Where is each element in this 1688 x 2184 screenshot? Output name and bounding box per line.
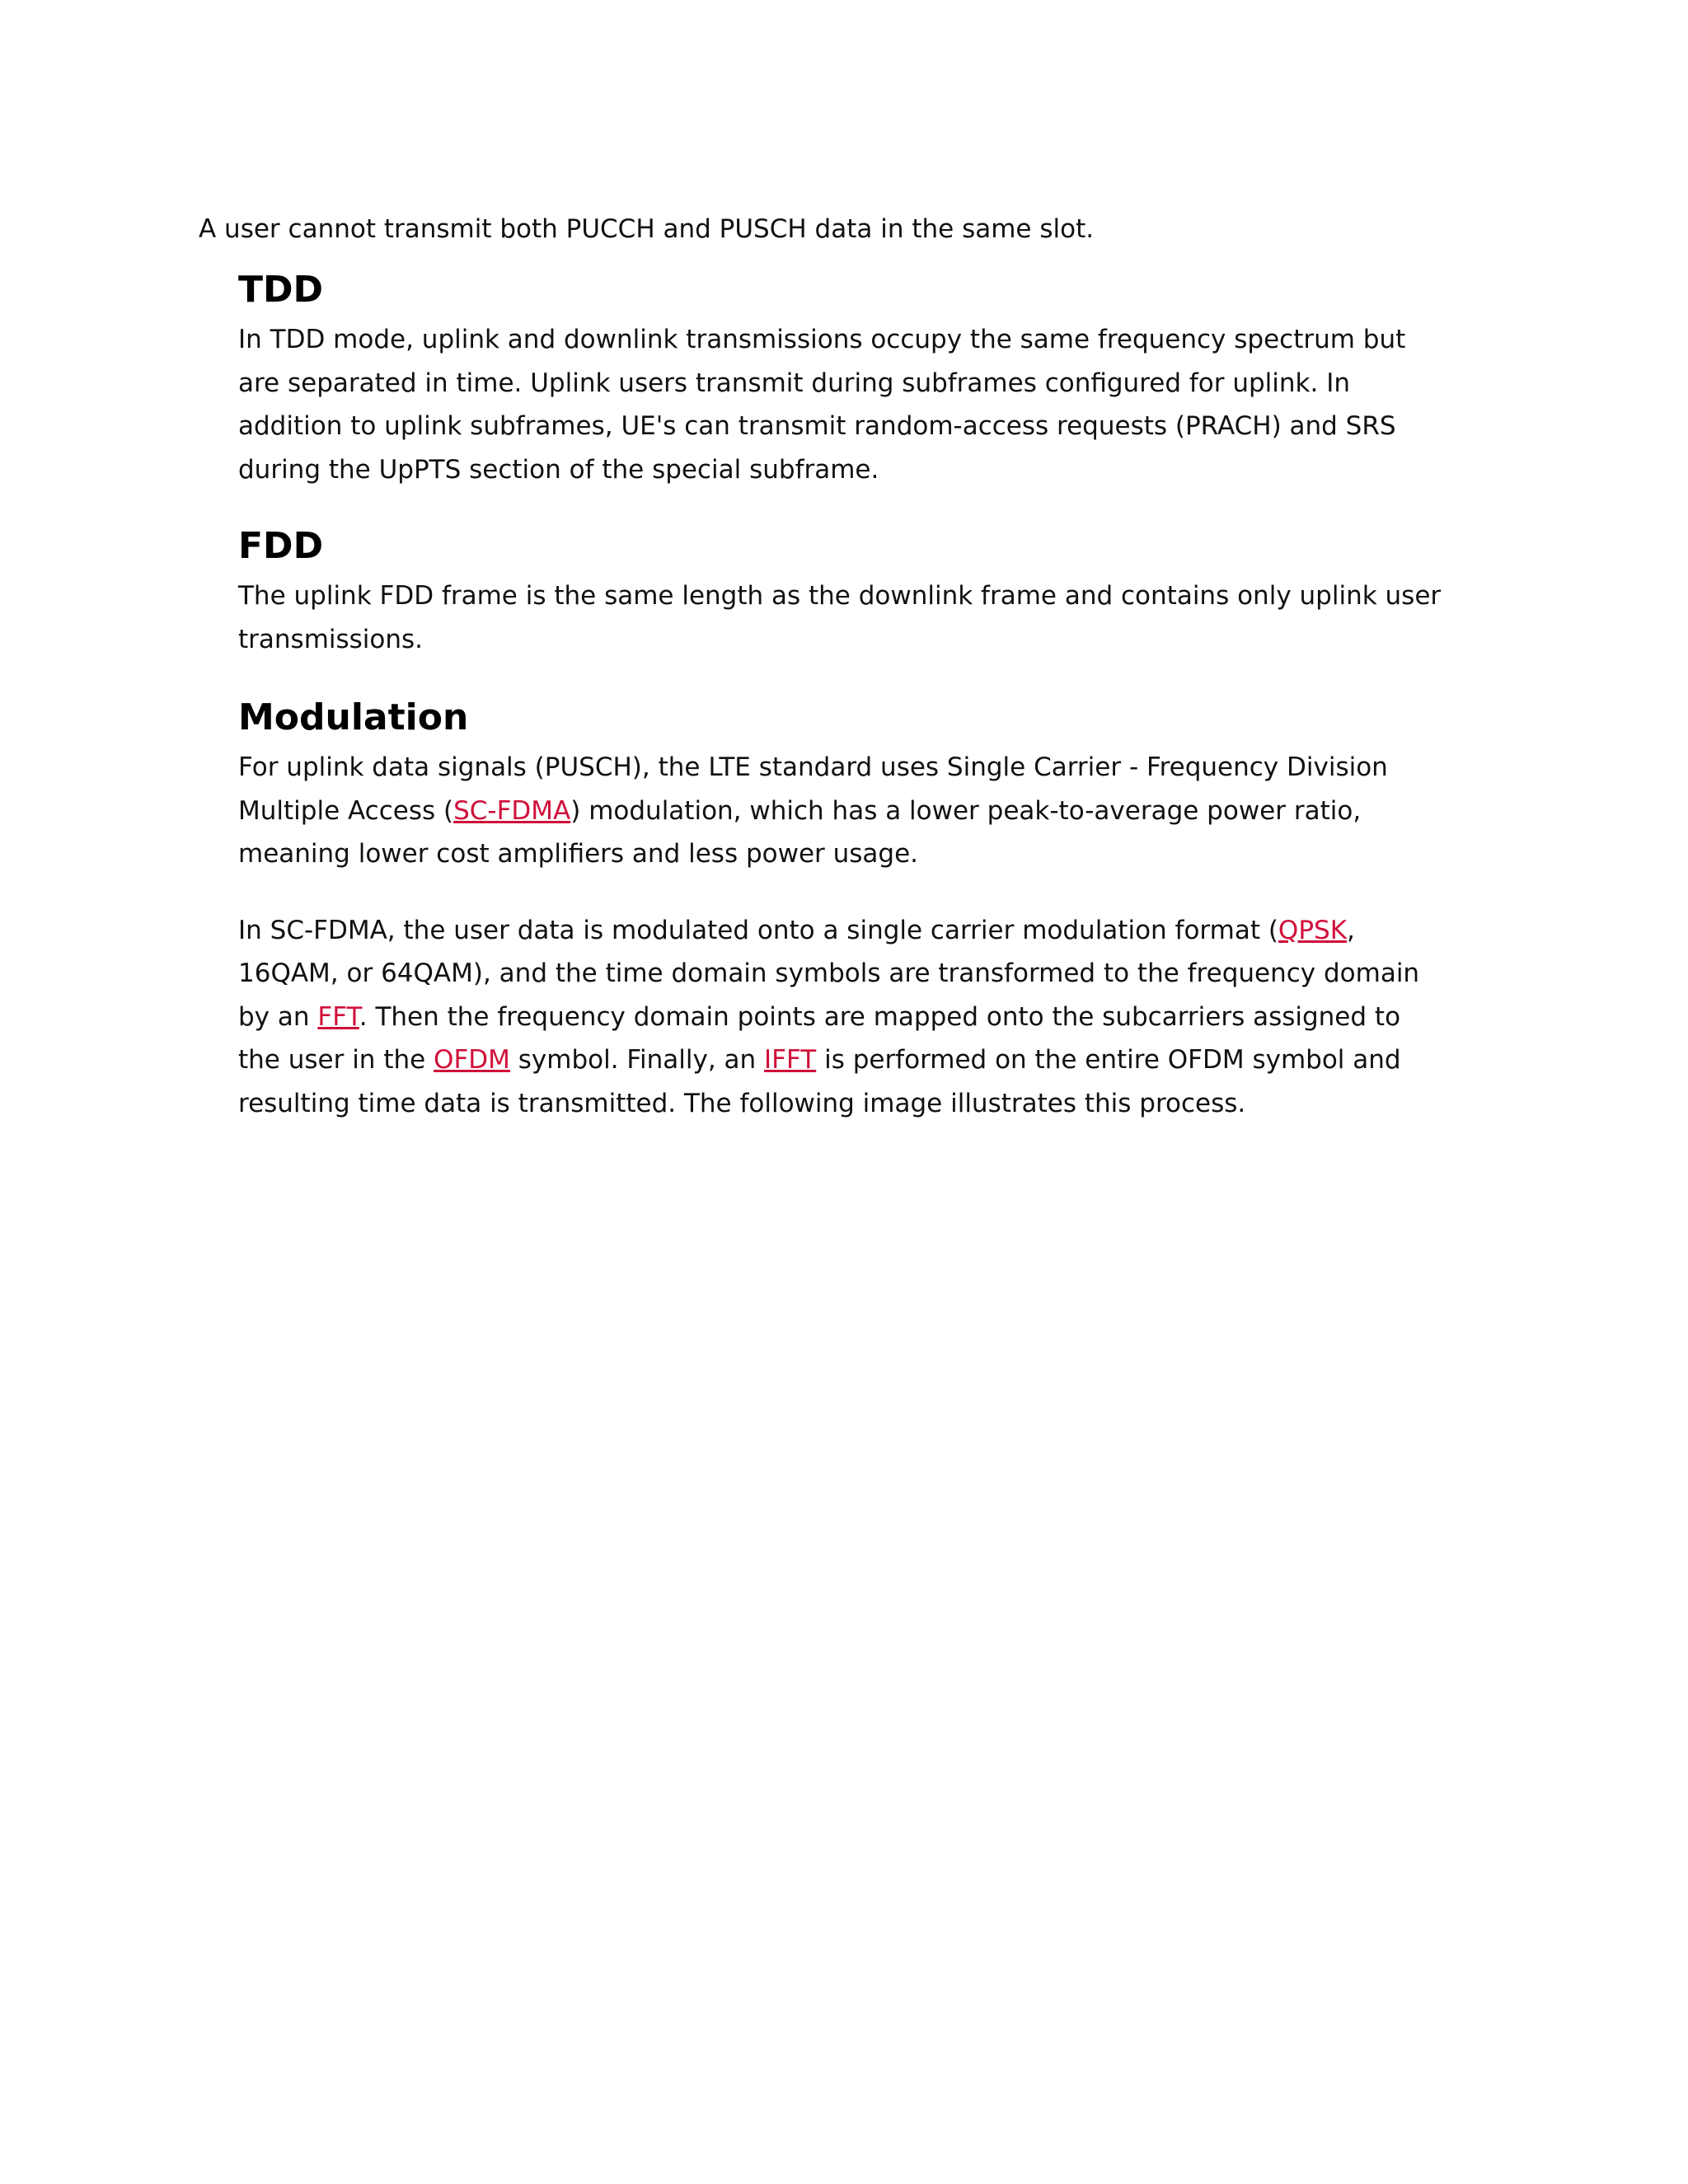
- mod-p1-line-2-text-b: ) modulation, which has a lower peak-to-average power ratio,: [570, 795, 1362, 826]
- tdd-line-3: addition to uplink subframes, UE's can transmit random-access requests (PRACH) and SRS: [238, 411, 1396, 441]
- mod-p1-line-3: meaning lower cost amplifiers and less power usage.: [238, 839, 919, 869]
- fdd-line-2: transmissions.: [238, 624, 424, 654]
- sc-fdma-link[interactable]: SC-FDMA: [453, 795, 571, 826]
- mod-p2-line-1-text-a: In SC-FDMA, the user data is modulated onto a single carrier modulation format (: [238, 915, 1278, 945]
- mod-p2-line-4-text-b: symbol. Finally, an: [509, 1045, 765, 1075]
- modulation-paragraph-1: [238, 746, 1442, 876]
- tdd-line-4: during the UpPTS section of the special subframe.: [238, 454, 879, 485]
- mod-p1-line-2: [238, 790, 1442, 833]
- fdd-line-1: The uplink FDD frame is the same length as the downlink frame and contains only uplink user: [238, 581, 1442, 611]
- modulation-section: [238, 693, 1442, 1125]
- ifft-link[interactable]: IFFT: [764, 1045, 817, 1075]
- qpsk-link[interactable]: QPSK: [1278, 915, 1348, 945]
- tdd-heading: TDD: [238, 269, 324, 311]
- mod-p2-line-3-text-b: . Then the frequency domain points are mapped onto the subcarriers assigned to: [359, 1001, 1401, 1032]
- mod-p1-line-2-text-a: Multiple Access (: [238, 795, 454, 826]
- mod-p2-line-1: [238, 909, 1442, 953]
- tdd-paragraph: [238, 318, 1442, 491]
- fdd-paragraph: [238, 574, 1442, 661]
- mod-p2-line-1-text-b: ,: [1347, 915, 1355, 945]
- mod-p2-line-2: 16QAM, or 64QAM), and the time domain symbols are transformed to the frequency domain: [238, 958, 1420, 988]
- mod-p2-line-5: resulting time data is transmitted. The following image illustrates this process.: [238, 1088, 1246, 1118]
- mod-p2-line-3-text-a: by an: [238, 1001, 318, 1032]
- mod-p2-line-4: [238, 1038, 1442, 1082]
- tdd-line-2: are separated in time. Uplink users transmit during subframes configured for uplink. In: [238, 368, 1350, 398]
- intro-text: A user cannot transmit both PUCCH and PUSCH data in the same slot.: [199, 214, 1095, 244]
- fdd-section: [238, 522, 1442, 661]
- fdd-heading: FDD: [238, 525, 324, 567]
- mod-p2-line-3: [238, 996, 1442, 1039]
- modulation-paragraph-2: [238, 909, 1442, 1126]
- tdd-line-1: In TDD mode, uplink and downlink transmissions occupy the same frequency spectrum but: [238, 325, 1406, 354]
- mod-p2-line-4-text-c: is performed on the entire OFDM symbol and: [816, 1045, 1401, 1075]
- ofdm-link[interactable]: OFDM: [434, 1045, 510, 1075]
- mod-p2-line-4-text-a: the user in the: [238, 1045, 434, 1075]
- mod-p1-line-1: For uplink data signals (PUSCH), the LTE standard uses Single Carrier - Frequency Division: [238, 752, 1388, 782]
- tdd-section: [238, 265, 1442, 491]
- fft-link[interactable]: FFT: [317, 1001, 359, 1032]
- modulation-heading: Modulation: [238, 696, 469, 738]
